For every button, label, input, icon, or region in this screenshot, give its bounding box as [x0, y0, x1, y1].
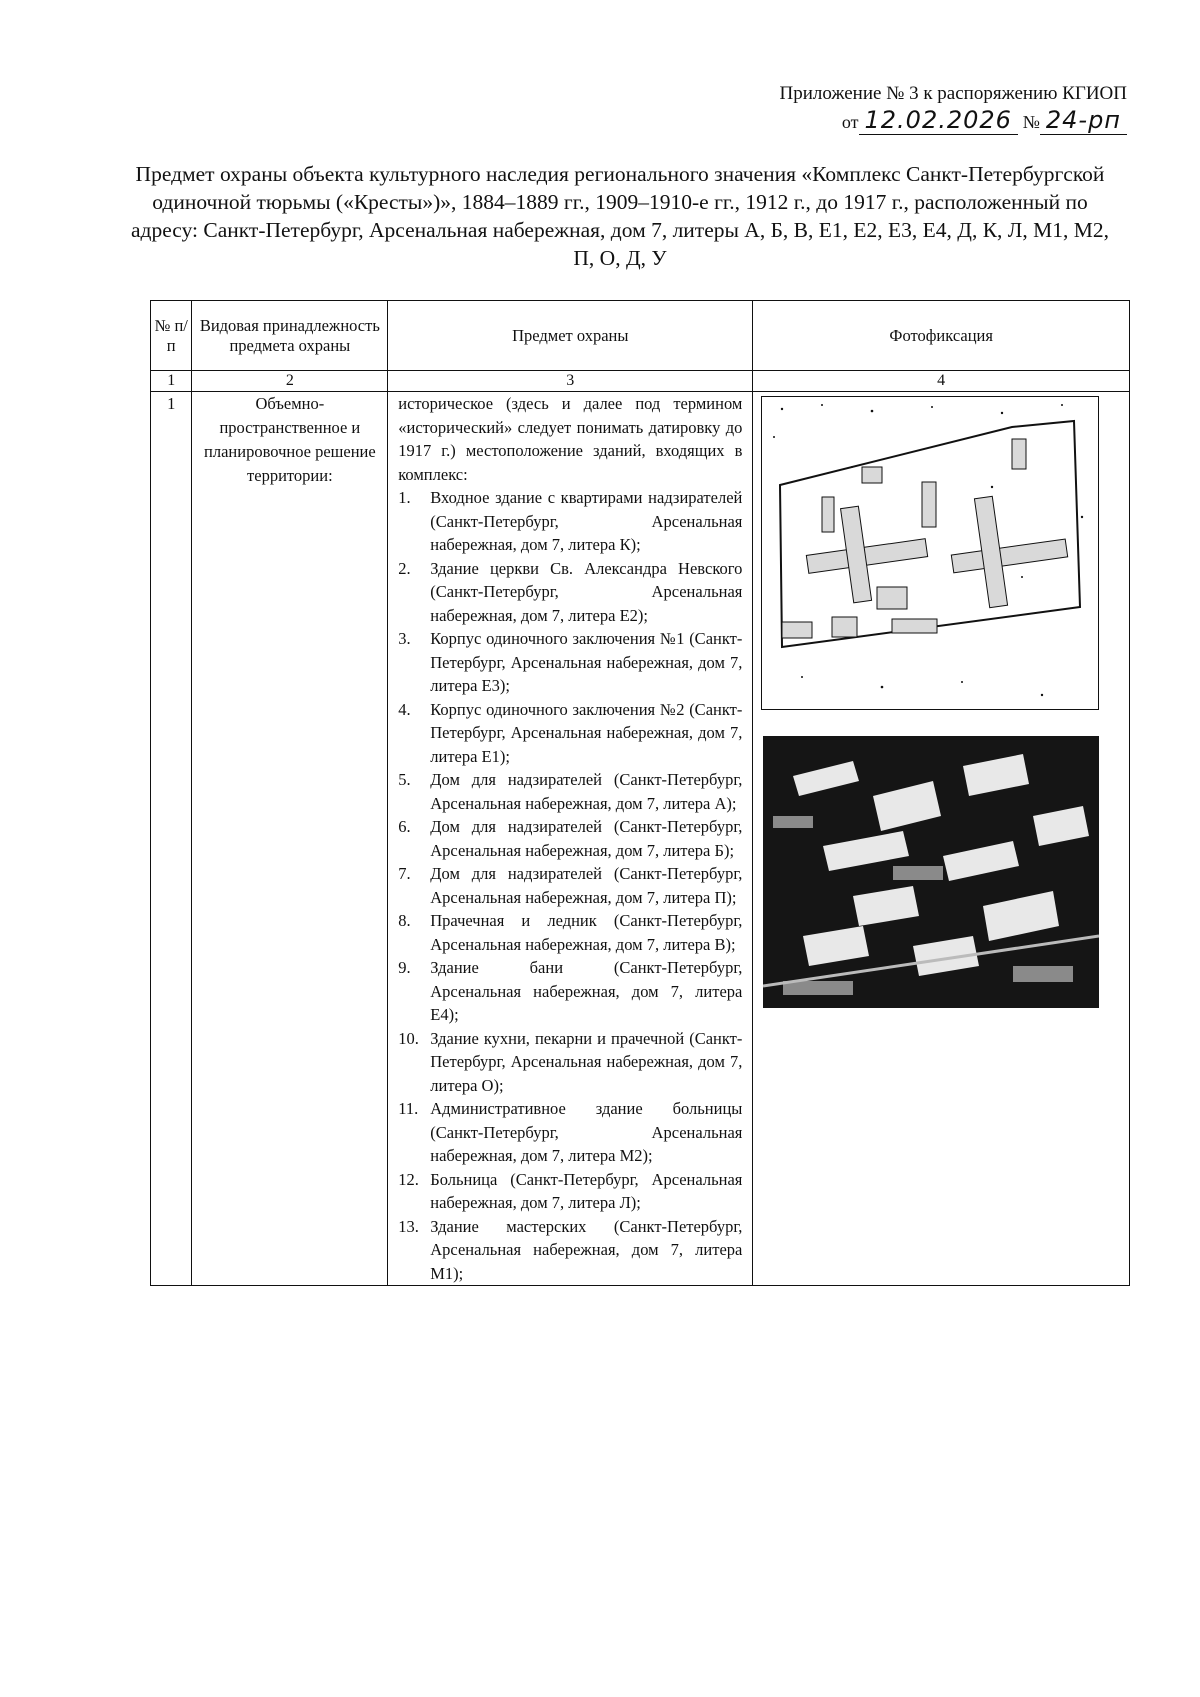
item-text: Дом для надзирателей (Санкт-Петербург, Арсенальная набережная, дом 7, литера Б); — [430, 817, 743, 860]
list-item — [398, 557, 742, 628]
row-photos — [753, 392, 1130, 1286]
order-date: 12.02.2026 — [859, 106, 1018, 135]
list-item — [398, 1168, 742, 1215]
column-number-row — [151, 371, 1130, 392]
list-item — [398, 486, 742, 557]
number-label: № — [1022, 112, 1040, 132]
row-number: 1 — [151, 392, 192, 1286]
header-photo: Фотофиксация — [753, 301, 1130, 371]
list-item — [398, 862, 742, 909]
item-text: Прачечная и ледник (Санкт-Петербург, Арсенальная набережная, дом 7, литера В); — [430, 911, 743, 954]
list-item — [398, 1097, 742, 1168]
item-number: 13. — [398, 1216, 419, 1236]
aerial-photo-drawing — [763, 736, 1099, 1008]
building-list — [398, 486, 742, 1285]
item-number: 4. — [398, 699, 411, 719]
subject-intro: историческое (здесь и далее под термином «исторический» следует понимать датировку до 1917 г.) местоположение зданий, входящих в комплекс: — [398, 394, 743, 484]
item-number: 7. — [398, 864, 411, 883]
item-number: 9. — [398, 958, 411, 977]
item-text: Корпус одиночного заключения №2 (Санкт-Петербург, Арсенальная набережная, дом 7, литера Е1); — [430, 699, 743, 766]
site-plan-image — [761, 396, 1099, 710]
item-text: Больница (Санкт-Петербург, Арсенальная набережная, дом 7, литера Л); — [430, 1169, 743, 1212]
col-number: 4 — [753, 371, 1130, 392]
appendix-line: Приложение № 3 к распоряжению КГИОП — [779, 83, 1127, 104]
item-text: Входное здание с квартирами надзирателей (Санкт-Петербург, Арсенальная набережная, дом 7, литера К); — [430, 488, 743, 554]
header-type: Видовая принадлежность предмета охраны — [192, 301, 388, 371]
protection-table — [150, 300, 1130, 1286]
list-item — [398, 909, 742, 956]
item-text: Корпус одиночного заключения №1 (Санкт-Петербург, Арсенальная набережная, дом 7, литера Е3); — [430, 629, 743, 695]
row-subject — [388, 392, 753, 1286]
appendix-header — [600, 82, 1127, 136]
col-number: 2 — [192, 371, 388, 392]
header-num: № п/п — [151, 301, 192, 371]
col-number: 1 — [151, 371, 192, 392]
item-number: 6. — [398, 817, 411, 836]
date-prefix: от — [841, 112, 859, 132]
list-item — [398, 768, 742, 815]
list-item — [398, 815, 742, 862]
item-number: 2. — [398, 558, 411, 578]
order-number: 24-рп — [1040, 106, 1127, 135]
list-item — [398, 1027, 742, 1098]
item-number: 11. — [398, 1099, 419, 1118]
item-number: 3. — [398, 629, 411, 648]
list-item — [398, 627, 742, 698]
list-item — [398, 1215, 742, 1286]
list-item — [398, 956, 742, 1027]
table-header-row — [151, 301, 1130, 371]
table-row — [151, 392, 1130, 1286]
item-number: 12. — [398, 1169, 419, 1189]
order-date-number — [600, 108, 1127, 136]
item-text: Здание мастерских (Санкт-Петербург, Арсенальная набережная, дом 7, литера М1); — [430, 1216, 743, 1283]
item-number: 8. — [398, 911, 411, 930]
item-text: Здание бани (Санкт-Петербург, Арсенальная набережная, дом 7, литера Е4); — [430, 958, 743, 1024]
item-text: Здание церкви Св. Александра Невского (Санкт-Петербург, Арсенальная набережная, дом 7, литера Е2); — [430, 558, 743, 625]
item-text: Здание кухни, пекарни и прачечной (Санкт-Петербург, Арсенальная набережная, дом 7, литера О); — [430, 1028, 743, 1095]
col-number: 3 — [388, 371, 753, 392]
aerial-photo — [763, 736, 1099, 1008]
header-subject: Предмет охраны — [388, 301, 753, 371]
row-type: Объемно-пространственное и планировочное решение территории: — [192, 392, 388, 1286]
site-plan-drawing — [762, 397, 1098, 709]
item-number: 1. — [398, 488, 411, 507]
item-number: 10. — [398, 1028, 419, 1048]
item-text: Дом для надзирателей (Санкт-Петербург, Арсенальная набережная, дом 7, литера П); — [430, 864, 743, 907]
list-item — [398, 698, 742, 769]
item-text: Дом для надзирателей (Санкт-Петербург, Арсенальная набережная, дом 7, литера А); — [430, 770, 743, 813]
item-text: Административное здание больницы (Санкт-Петербург, Арсенальная набережная, дом 7, литера М2); — [430, 1099, 743, 1165]
item-number: 5. — [398, 770, 411, 789]
document-title: Предмет охраны объекта культурного наследия регионального значения «Комплекс Санкт-Петербургской одиночной тюрьмы («Кресты»)», 1884–1889 гг., 1909–1910-е гг., 1912 г., до 1917 г., расположенный по адресу: Санкт-Петербург, Арсенальная набережная, дом 7, литеры А, Б, В, Е1, Е2, Е3, Е4, Д, К, Л, М1, М2, П, О, Д, У — [131, 162, 1109, 270]
